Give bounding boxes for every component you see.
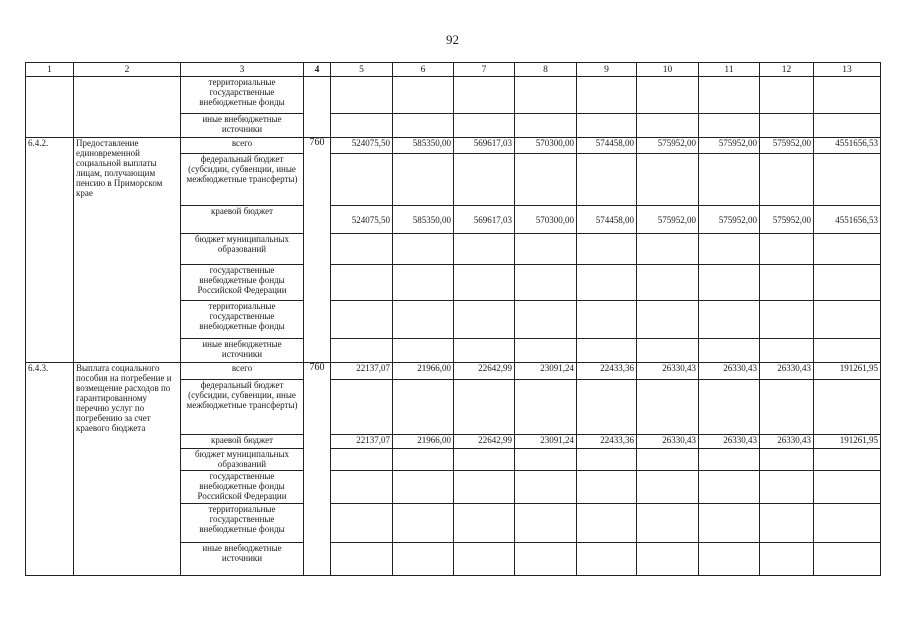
amount-cell: 22137,07 [331,363,393,380]
amount-cell [814,504,881,543]
amount-cell [331,543,393,576]
amount-cell [760,380,814,435]
amount-cell [577,543,637,576]
amount-cell [577,301,637,339]
amount-cell [577,234,637,265]
amount-cell [515,154,577,206]
amount-cell [699,265,760,301]
amount-cell [760,114,814,138]
amount-cell: 575952,00 [699,138,760,154]
amount-cell: 575952,00 [637,138,699,154]
amount-cell [577,471,637,504]
amount-cell [699,543,760,576]
column-4-cell [304,77,331,138]
amount-cell: 191261,95 [814,435,881,449]
amount-cell [699,471,760,504]
amount-cell [515,471,577,504]
amount-cell [577,449,637,471]
amount-cell [699,77,760,114]
amount-cell [454,77,515,114]
amount-cell: 575952,00 [760,206,814,234]
amount-cell [637,543,699,576]
amount-cell [331,380,393,435]
amount-cell [637,504,699,543]
amount-cell [814,339,881,363]
amount-cell [331,504,393,543]
amount-cell [393,380,454,435]
header-cell: 13 [814,63,881,77]
amount-cell: 575952,00 [637,206,699,234]
amount-cell [515,114,577,138]
amount-cell [637,77,699,114]
amount-cell [454,449,515,471]
amount-cell: 26330,43 [637,363,699,380]
amount-cell [454,154,515,206]
amount-cell [393,504,454,543]
activity-name-cell [74,77,181,138]
amount-cell [699,380,760,435]
amount-cell [577,154,637,206]
amount-cell [331,449,393,471]
amount-cell [393,265,454,301]
amount-cell [454,114,515,138]
header-cell: 8 [515,63,577,77]
amount-cell: 21966,00 [393,435,454,449]
header-cell: 10 [637,63,699,77]
amount-cell [699,449,760,471]
amount-cell: 23091,24 [515,435,577,449]
amount-cell: 4551656,53 [814,138,881,154]
amount-cell [637,265,699,301]
amount-cell: 22433,36 [577,363,637,380]
amount-cell: 570300,00 [515,206,577,234]
header-cell: 11 [699,63,760,77]
funding-source-cell: иные внебюджетные источники [181,114,304,138]
amount-cell: 570300,00 [515,138,577,154]
amount-cell: 22642,99 [454,363,515,380]
funding-source-cell: территориальные государственные внебюджетные фонды [181,504,304,543]
amount-cell [760,77,814,114]
header-cell: 5 [331,63,393,77]
amount-cell [331,265,393,301]
amount-cell [454,380,515,435]
amount-cell [515,380,577,435]
amount-cell: 524075,50 [331,206,393,234]
funding-source-cell: всего [181,138,304,154]
amount-cell [393,449,454,471]
header-cell: 4 [304,63,331,77]
amount-cell [331,471,393,504]
header-cell: 9 [577,63,637,77]
amount-cell [814,114,881,138]
amount-cell: 4551656,53 [814,206,881,234]
amount-cell [454,234,515,265]
header-cell: 7 [454,63,515,77]
amount-cell [331,301,393,339]
table-row [26,77,881,114]
amount-cell: 575952,00 [760,138,814,154]
amount-cell: 574458,00 [577,138,637,154]
amount-cell [331,114,393,138]
amount-cell [814,301,881,339]
amount-cell [454,504,515,543]
funding-source-cell: государственные внебюджетные фонды Российской Федерации [181,471,304,504]
amount-cell [331,234,393,265]
amount-cell [454,543,515,576]
amount-cell [699,504,760,543]
amount-cell [393,154,454,206]
amount-cell [577,380,637,435]
amount-cell [577,77,637,114]
amount-cell [454,471,515,504]
amount-cell [515,504,577,543]
amount-cell [699,114,760,138]
funding-source-cell: территориальные государственные внебюджетные фонды [181,301,304,339]
amount-cell [814,449,881,471]
funding-source-cell: федеральный бюджет (субсидии, субвенции, иные межбюджетные трансферты) [181,154,304,206]
amount-cell [515,265,577,301]
amount-cell: 574458,00 [577,206,637,234]
header-cell: 1 [26,63,74,77]
amount-cell: 575952,00 [699,206,760,234]
header-cell: 3 [181,63,304,77]
amount-cell [814,380,881,435]
page-number: 92 [446,32,459,47]
amount-cell [577,114,637,138]
amount-cell [515,543,577,576]
amount-cell [454,339,515,363]
amount-cell [637,114,699,138]
amount-cell [393,339,454,363]
amount-cell: 26330,43 [699,363,760,380]
amount-cell [760,154,814,206]
funding-source-cell: иные внебюджетные источники [181,543,304,576]
funding-source-cell: бюджет муниципальных образований [181,449,304,471]
amount-cell [577,265,637,301]
funding-source-cell: федеральный бюджет (субсидии, субвенции, иные межбюджетные трансферты) [181,380,304,435]
amount-cell [393,114,454,138]
amount-cell: 26330,43 [760,363,814,380]
amount-cell [814,265,881,301]
funding-source-cell: бюджет муниципальных образований [181,234,304,265]
header-row [26,63,881,77]
table-row [26,363,881,380]
amount-cell [699,234,760,265]
budget-table [25,62,881,576]
amount-cell [637,234,699,265]
funding-source-cell: иные внебюджетные источники [181,339,304,363]
amount-cell: 569617,03 [454,206,515,234]
amount-cell [577,339,637,363]
amount-cell: 22642,99 [454,435,515,449]
amount-cell: 191261,95 [814,363,881,380]
activity-code: 6.4.3. [26,363,74,576]
amount-cell [577,504,637,543]
amount-cell [760,449,814,471]
activity-name: Выплата социального пособия на погребение и возмещение расходов по гарантированному перечню услуг по погребению за счет краевого бюджета [74,363,181,576]
column-4-value: 760 [304,138,331,363]
amount-cell [454,301,515,339]
amount-cell: 26330,43 [637,435,699,449]
amount-cell [699,301,760,339]
amount-cell [393,301,454,339]
funding-source-cell: территориальные государственные внебюджетные фонды [181,77,304,114]
amount-cell [814,234,881,265]
amount-cell [760,543,814,576]
amount-cell [393,234,454,265]
column-4-value: 760 [304,363,331,576]
amount-cell: 22433,36 [577,435,637,449]
amount-cell [814,471,881,504]
amount-cell [637,301,699,339]
amount-cell [760,504,814,543]
amount-cell: 21966,00 [393,363,454,380]
amount-cell [331,339,393,363]
amount-cell: 524075,50 [331,138,393,154]
amount-cell: 26330,43 [760,435,814,449]
amount-cell [760,301,814,339]
amount-cell [515,301,577,339]
amount-cell [760,471,814,504]
amount-cell [637,154,699,206]
amount-cell: 23091,24 [515,363,577,380]
amount-cell [331,154,393,206]
funding-source-cell: краевой бюджет [181,206,304,234]
funding-source-cell: краевой бюджет [181,435,304,449]
amount-cell [515,234,577,265]
amount-cell [515,339,577,363]
amount-cell [637,471,699,504]
amount-cell [760,234,814,265]
header-cell: 12 [760,63,814,77]
code-cell [26,77,74,138]
amount-cell [814,77,881,114]
amount-cell [814,543,881,576]
funding-source-cell: всего [181,363,304,380]
amount-cell: 585350,00 [393,206,454,234]
amount-cell [814,154,881,206]
amount-cell: 585350,00 [393,138,454,154]
amount-cell: 569617,03 [454,138,515,154]
header-cell: 6 [393,63,454,77]
header-cell: 2 [74,63,181,77]
amount-cell [393,543,454,576]
amount-cell [331,77,393,114]
amount-cell [699,154,760,206]
amount-cell [393,471,454,504]
amount-cell: 22137,07 [331,435,393,449]
amount-cell [393,77,454,114]
activity-name: Предоставление единовременной социальной выплаты лицам, получающим пенсию в Приморском крае [74,138,181,363]
amount-cell [637,449,699,471]
amount-cell: 26330,43 [699,435,760,449]
amount-cell [515,449,577,471]
amount-cell [515,77,577,114]
amount-cell [637,380,699,435]
amount-cell [637,339,699,363]
amount-cell [699,339,760,363]
amount-cell [760,339,814,363]
amount-cell [454,265,515,301]
activity-code: 6.4.2. [26,138,74,363]
amount-cell [760,265,814,301]
table-row [26,138,881,154]
funding-source-cell: государственные внебюджетные фонды Российской Федерации [181,265,304,301]
